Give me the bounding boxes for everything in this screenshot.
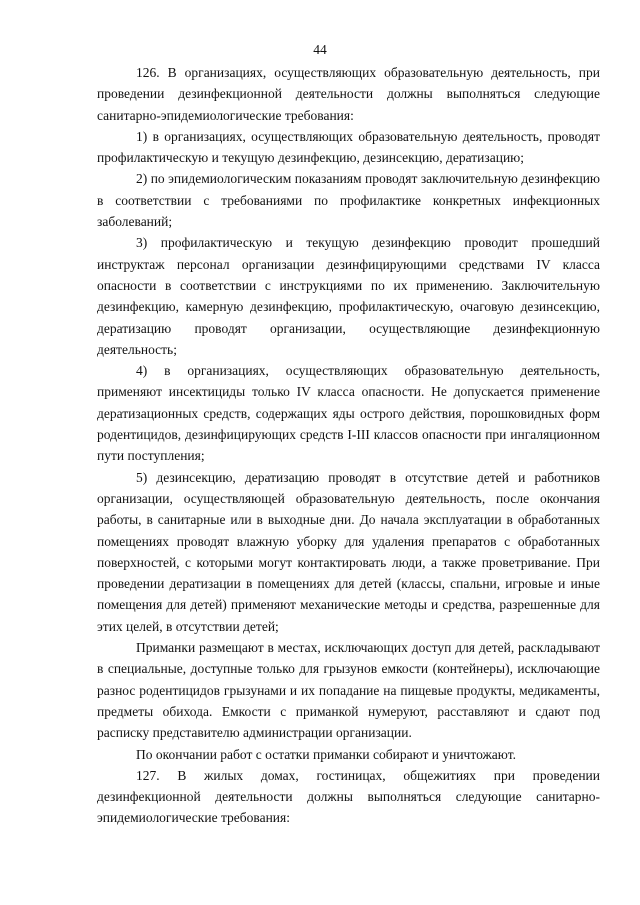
paragraph-126-intro: 126. В организациях, осуществляющих образовательную деятельность, при проведении дезинфекционной деятельности должны выполняться следующие санитарно-эпидемиологические требования: <box>97 65 600 123</box>
paragraph-bait-disposal: По окончании работ с остатки приманки собирают и уничтожают. <box>136 746 516 762</box>
paragraph-item-1: 1) в организациях, осуществляющих образовательную деятельность, проводят профилактическую и текущую дезинфекцию, дезинсекцию, дератизацию; <box>97 128 600 166</box>
paragraph-bait-placement: Приманки размещают в местах, исключающих доступ для детей, раскладывают в специальные, доступные только для грызунов емкости (контейнеры), исключающие разнос родентицидов грызунами и их попадание на пищевые продукты, медикаменты, предметы обихода. Емкости с приманкой нумеруют, расставляют и сдают под расписку представителю администрации организации. <box>97 640 600 741</box>
paragraph-item-5: 5) дезинсекцию, дератизацию проводят в отсутствие детей и работников организации, осуществляющей образовательную деятельность, после окончания работы, в санитарные или в выходные дни. До начала эксплуатации в обработанных помещениях проводят влажную уборку для удаления препаратов с обработанных поверхностей, с которыми могут контактировать люди, а также проветривание. При проведении дератизации в помещениях для детей (классы, спальни, игровые и иные помещения для детей) применяют механические методы и средства, разрешенные для этих целей, в отсутствии детей; <box>97 469 600 634</box>
paragraph-item-2: 2) по эпидемиологическим показаниям проводят заключительную дезинфекцию в соответствии с требованиями по профилактике конкретных инфекционных заболеваний; <box>97 171 600 230</box>
paragraph-item-3: 3) профилактическую и текущую дезинфекцию проводит прошедший инструктаж персонал организации дезинфицирующими средствами IV класса опасности в соответствии с инструкциями по их применению. Заключительную дезинфекцию, камерную дезинфекцию, профилактическую, очаговую дезинсекцию, дератизацию проводят организации, осуществляющие дезинфекционную деятельность; <box>97 235 600 357</box>
paragraph-127-intro: 127. В жилых домах, гостиницах, общежитиях при проведении дезинфекционной деятельности должны выполняться следующие санитарно-эпидемиологические требования: <box>97 767 600 826</box>
page-number: 44 <box>313 42 327 57</box>
document-body <box>97 62 600 829</box>
paragraph-item-4: 4) в организациях, осуществляющих образовательную деятельность, применяют инсектициды только IV класса опасности. Не допускается применение дератизационных средств, содержащих яды острого действия, порошковидных форм родентицидов, дезинфицирующих средств I-III классов опасности при ингаляционном пути поступления; <box>97 363 600 464</box>
